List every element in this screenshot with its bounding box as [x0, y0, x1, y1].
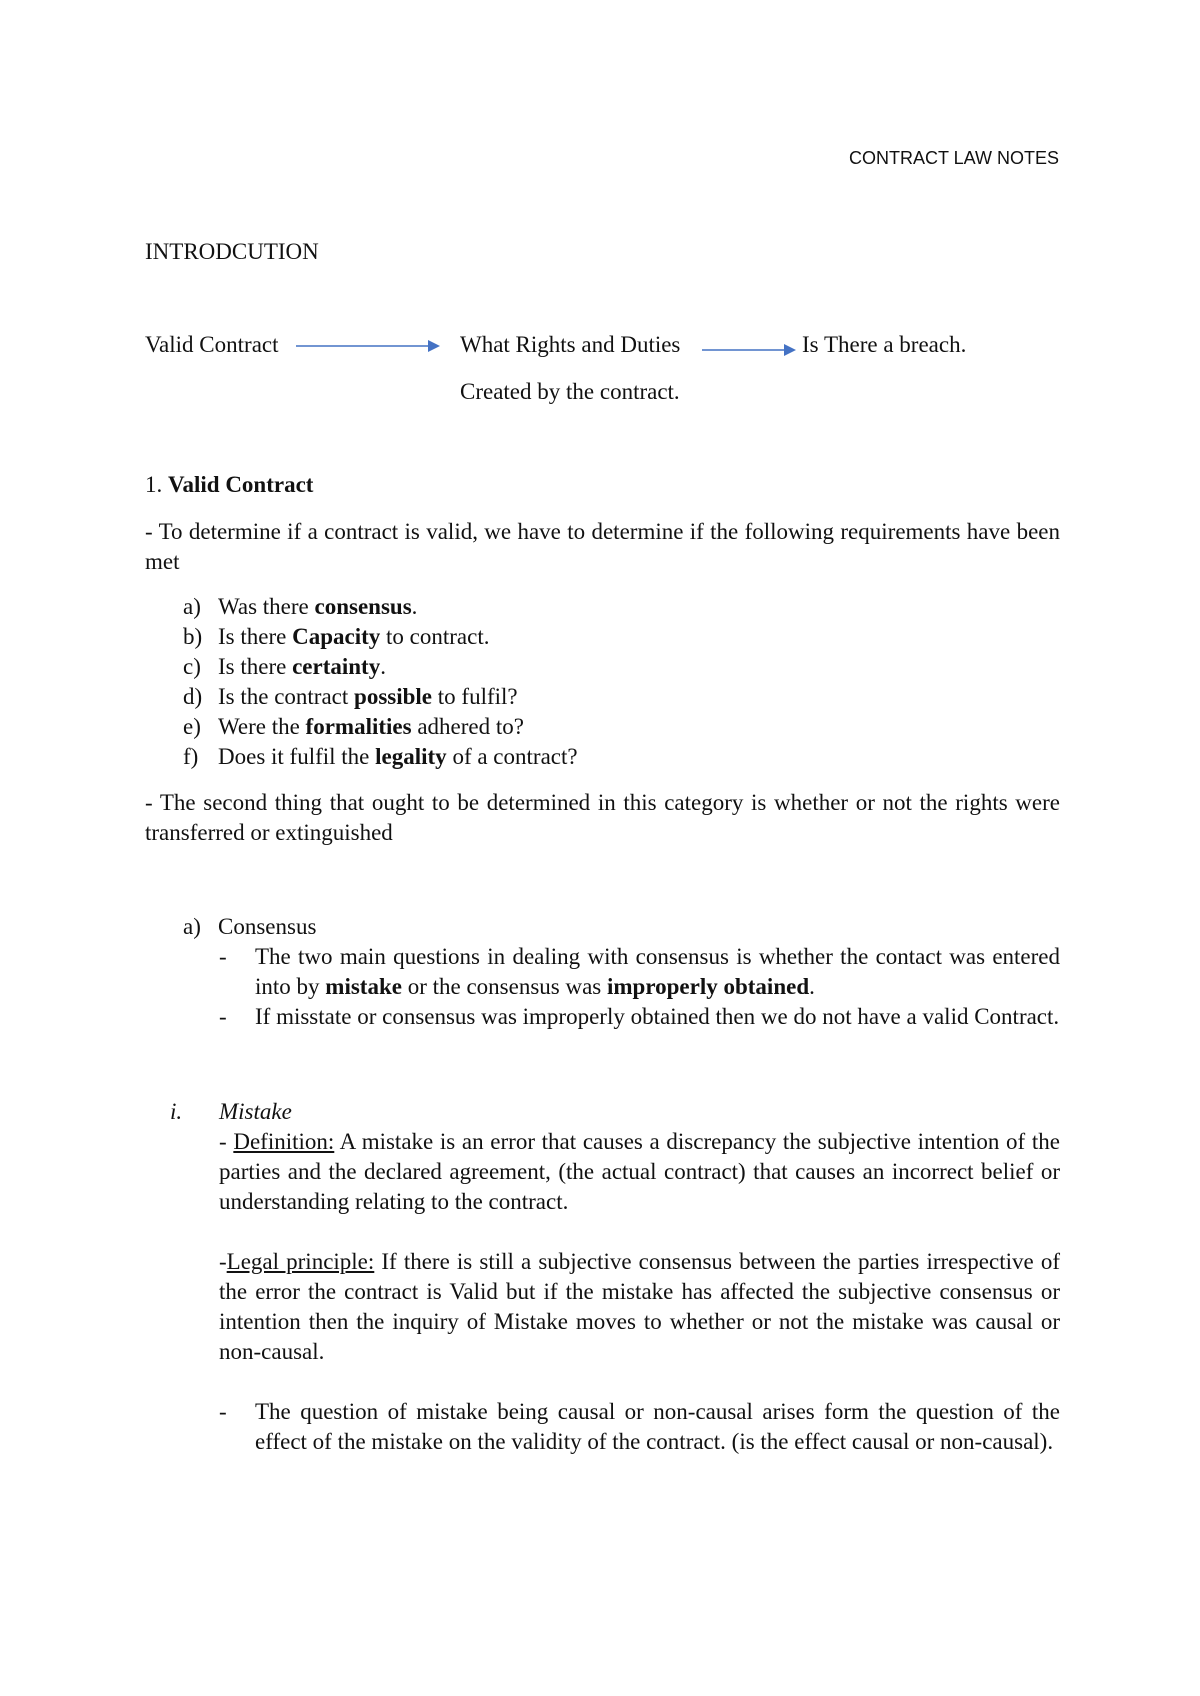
mistake-bullet: The question of mistake being causal or non-causal arises form the question of the effect of the mistake on the validity of the contract. (is the effect causal or non-causal).	[255, 1399, 1060, 1454]
flow-step-valid-contract: Valid Contract	[145, 332, 279, 357]
document-page: CONTRACT LAW NOTES INTRODCUTION Valid Contract What Rights and Duties Created by the contract. Is There a breach. 1. Valid Contract - To determine if a contract is valid, we have to determine if the following requirements have been met a) Was there consensus. b) Is there Capacity to contract. c) Is there certainty. d) Is the contract possible to fulfil? e) Were the formalities adhered to? f) Does it fulfil the legality of a contract? - The second thing that ought to be determined in this category is whether or not the rights were transferred or extinguished a) Consensus - The two main questions in dealing with consensus is whether the contact was entered into by mistake or the consensus was improperly obtained. - If misstate or consensus was improperly obtained then we do not have a valid Contract. i. Mistake - Definition: A mistake is an error that causes a discrepancy the subjective intention of the parties and the declared agreement, (the actual contract) that causes an incorrect belief or understanding relating to the contract. -Legal principle: If there is still a subjective consensus between the parties irrespective of the error the contract is Valid but if the mistake has affected the subjective consensus or intention then the inquiry of Mistake moves to whether or not the mistake was causal or non-causal. - The question of mistake being causal or non-causal arises form the question of the effect of the mistake on the validity of the contract. (is the effect causal or non-causal).	[0, 0, 1200, 1696]
legal-principle-label: Legal principle:	[226, 1249, 375, 1274]
consensus-heading: a) Consensus	[183, 914, 317, 939]
section-intro-paragraph: - To determine if a contract is valid, we have to determine if the following requirements have been met	[145, 519, 1060, 574]
flow-step-breach: Is There a breach.	[802, 332, 967, 357]
mistake-legal-principle: -Legal principle: If there is still a subjective consensus between the parties irrespective of the error the contract is Valid but if the mistake has affected the subjective consensus or intention then the inquiry of Mistake moves to whether or not the mistake was causal or non-causal.	[219, 1249, 1060, 1364]
definition-label: Definition:	[233, 1129, 335, 1154]
flow-step-rights-duties-line2: Created by the contract.	[460, 379, 680, 404]
section-number: 1.	[145, 472, 163, 497]
mistake-label: i.	[170, 1099, 183, 1124]
mistake-bullet-dash: -	[219, 1399, 227, 1424]
intro-heading: INTRODCUTION	[145, 239, 319, 264]
flow-step-rights-duties: What Rights and Duties	[460, 332, 681, 357]
section-title: Valid Contract	[168, 472, 314, 497]
page-header: CONTRACT LAW NOTES	[849, 148, 1060, 168]
mistake-definition: - Definition: A mistake is an error that causes a discrepancy the subjective intention of the parties and the declared agreement, (the actual contract) that causes an incorrect belief or understanding relating to the contract.	[219, 1129, 1060, 1214]
consensus-bullet-dash: -	[219, 1004, 227, 1029]
consensus-bullet-dash: -	[219, 944, 227, 969]
second-thing-paragraph: - The second thing that ought to be determined in this category is whether or not the rights were transferred or extinguished	[145, 790, 1060, 845]
consensus-bullet-2: If misstate or consensus was improperly obtained then we do not have a valid Contract.	[255, 1004, 1060, 1029]
flow-arrow-2	[700, 340, 800, 360]
mistake-heading: Mistake	[219, 1099, 292, 1124]
section-heading-valid-contract	[145, 470, 313, 500]
flow-arrow-1	[294, 336, 446, 356]
consensus-bullet-1: The two main questions in dealing with consensus is whether the contact was entered into by mistake or the consensus was improperly obtained.	[255, 944, 1060, 999]
